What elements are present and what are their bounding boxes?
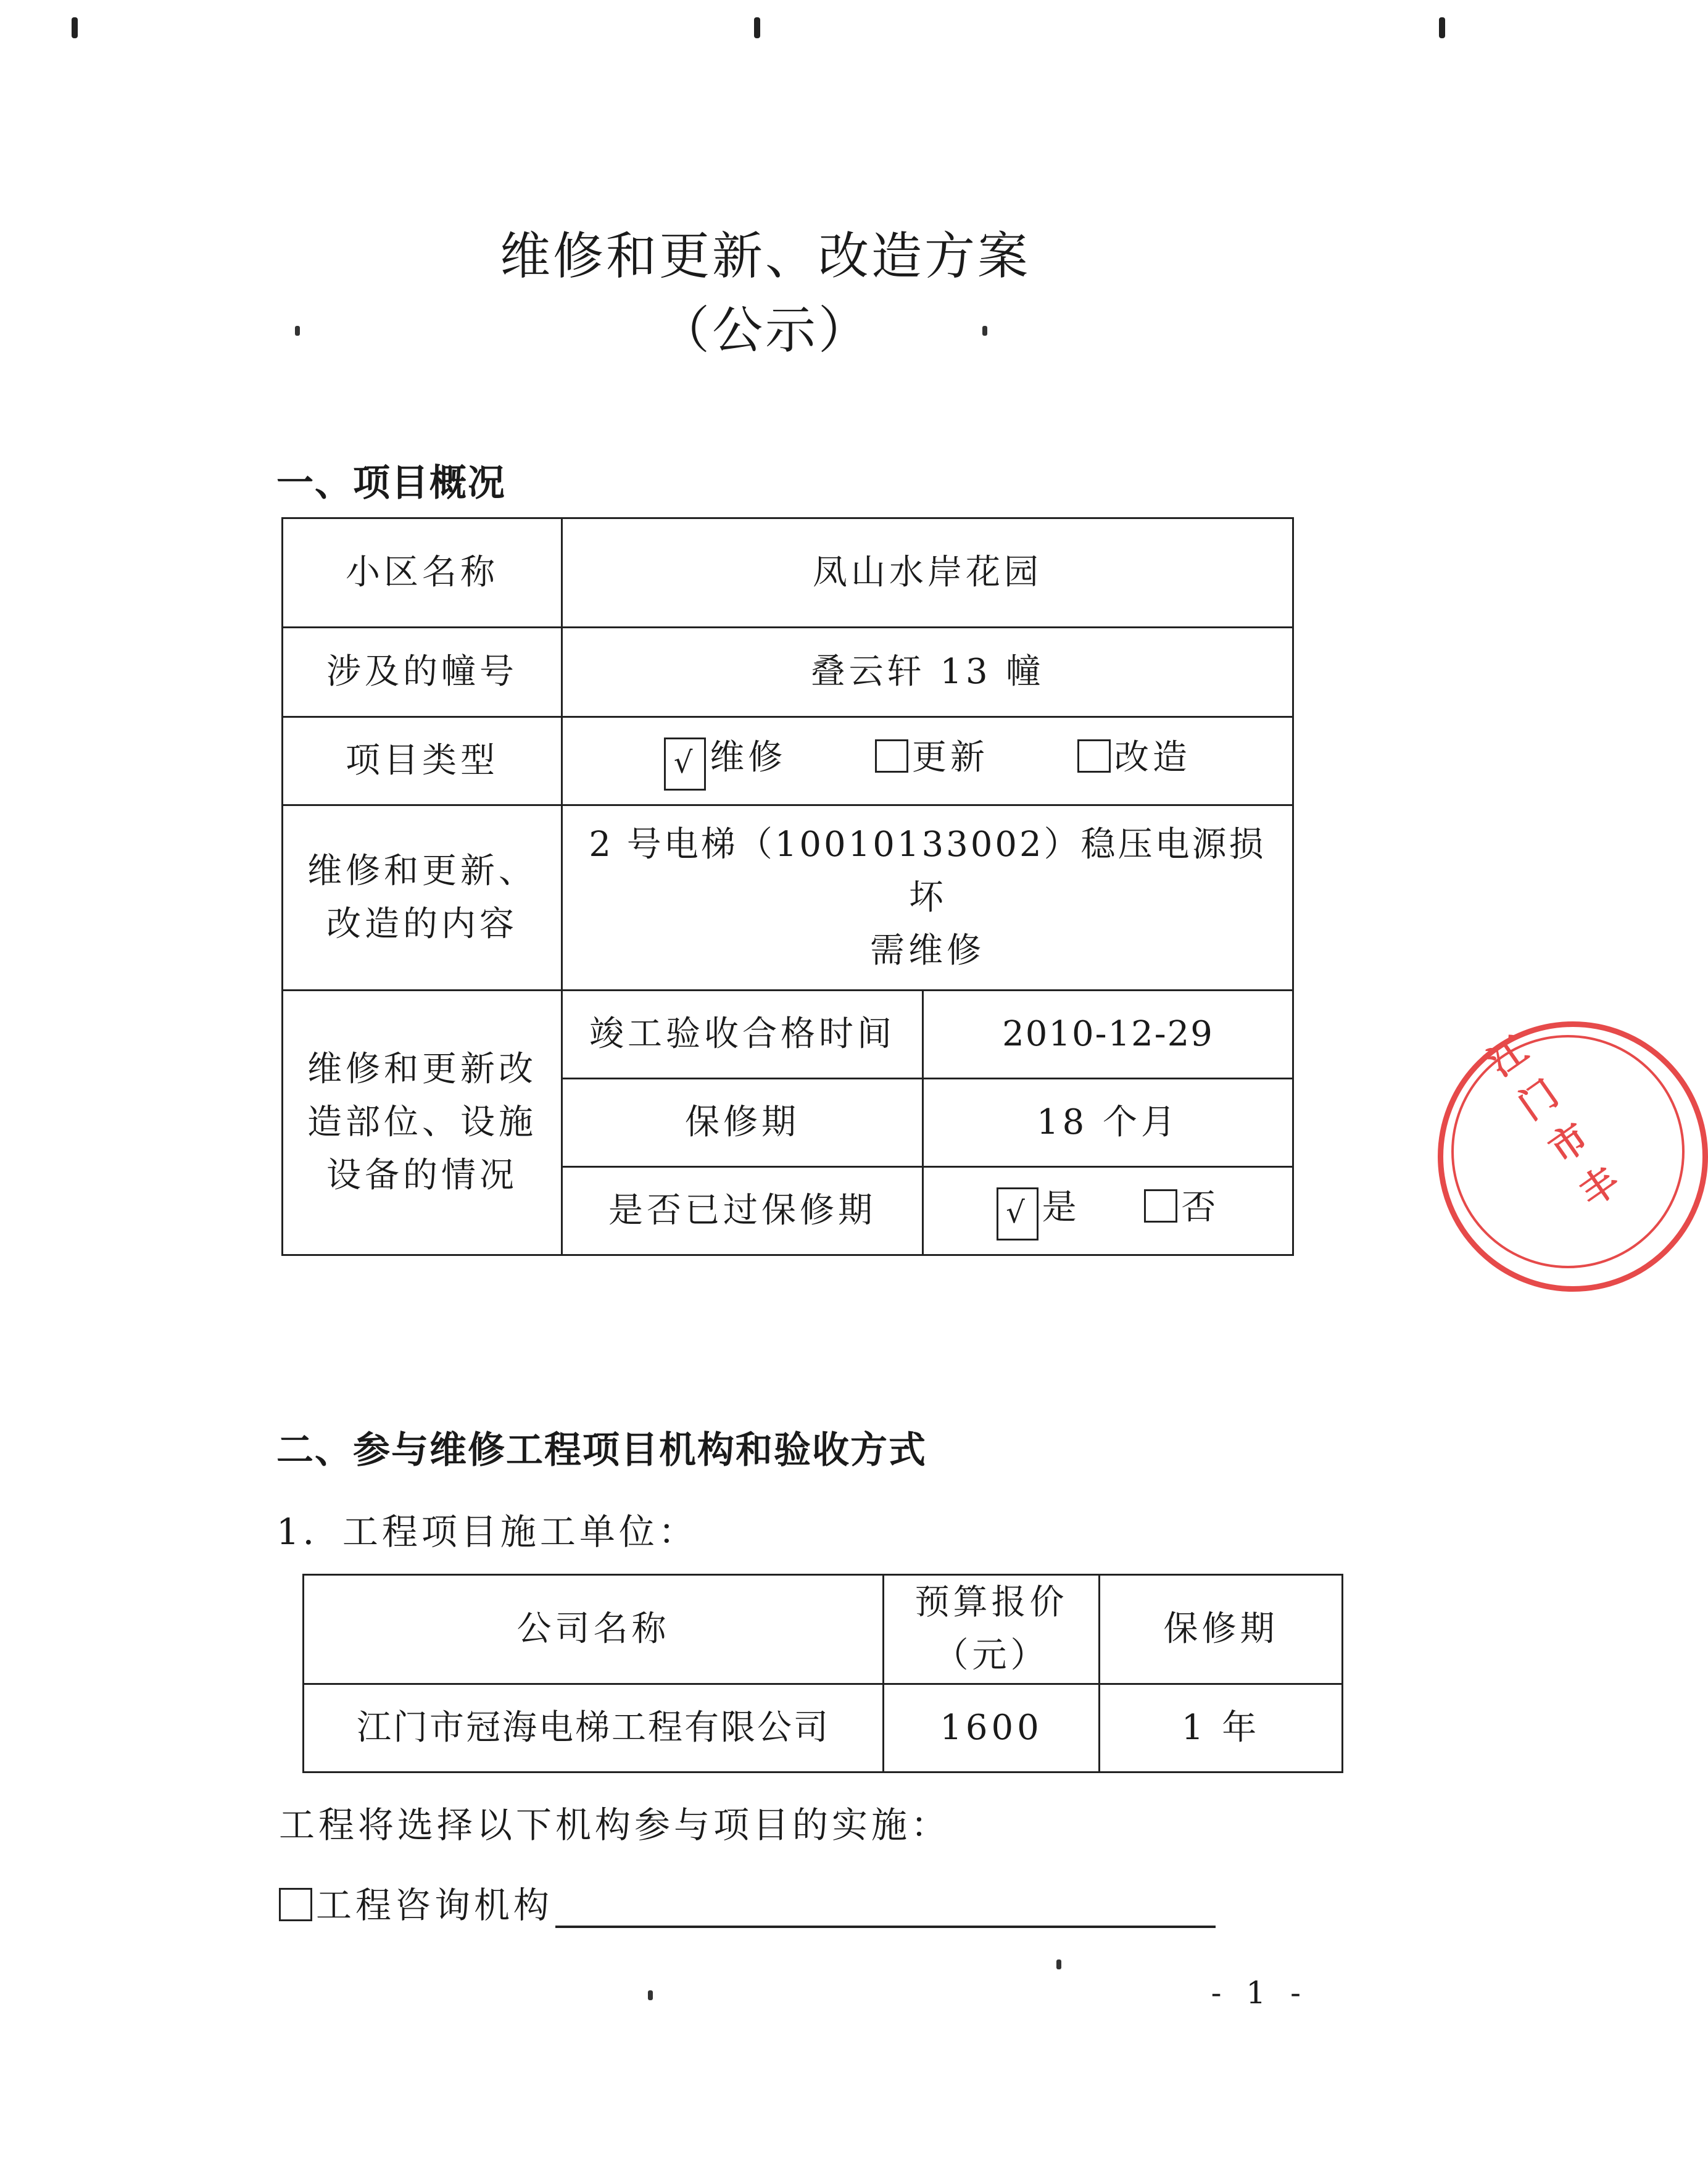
checkbox-unchecked[interactable]	[1077, 739, 1111, 773]
project-type-options	[562, 717, 1293, 805]
facility-label-line: 维修和更新改	[307, 1049, 537, 1089]
checkbox-unchecked[interactable]	[1144, 1189, 1177, 1223]
type-option-label: 更新	[912, 738, 989, 778]
type-option-update[interactable]	[875, 731, 989, 784]
doc-subtitle: （公示）	[658, 301, 871, 360]
content-label-line: 维修和更新、	[307, 850, 537, 891]
community-label: 小区名称	[283, 518, 562, 628]
facility-label-line: 设备的情况	[326, 1155, 518, 1195]
expired-option-label: 是	[1042, 1187, 1080, 1228]
section1-heading: 一、项目概况	[276, 462, 506, 505]
section2-sub1: 1．工程项目施工单位：	[276, 1511, 698, 1553]
scan-dot	[1056, 1959, 1061, 1969]
col-budget-line: 预算报价	[914, 1582, 1068, 1623]
section2-heading: 二、参与维修工程项目机构和验收方式	[276, 1429, 927, 1472]
community-value: 凤山水岸花园	[562, 518, 1293, 628]
content-label	[283, 805, 562, 991]
page-number: - 1 -	[1211, 1975, 1308, 2011]
facility-label	[283, 991, 562, 1255]
col-budget-line: （元）	[934, 1635, 1049, 1676]
type-option-label: 改造	[1114, 738, 1191, 778]
building-label: 涉及的幢号	[283, 628, 562, 717]
warranty-label: 保修期	[562, 1079, 923, 1167]
expired-label: 是否已过保修期	[562, 1167, 923, 1255]
content-label-line: 改造的内容	[326, 904, 518, 944]
checkbox-unchecked[interactable]	[875, 739, 908, 773]
scan-mark	[754, 17, 760, 38]
scan-mark	[1439, 17, 1445, 38]
acceptance-label: 竣工验收合格时间	[562, 991, 923, 1079]
row-company: 江门市冠海电梯工程有限公司	[304, 1684, 884, 1772]
checkbox-checked[interactable]: √	[997, 1187, 1038, 1240]
expired-option-label: 否	[1181, 1187, 1220, 1228]
doc-title: 维修和更新、改造方案	[499, 227, 1030, 286]
scan-mark	[72, 17, 78, 38]
facility-label-line: 造部位、设施	[307, 1102, 537, 1142]
type-option-label: 维修	[710, 738, 787, 778]
consult-blank[interactable]	[555, 1889, 1216, 1928]
expired-option-no[interactable]	[1144, 1181, 1219, 1234]
col-company: 公司名称	[304, 1575, 884, 1684]
acceptance-value: 2010-12-29	[923, 991, 1293, 1079]
company-seal-text: 江门市丰	[1480, 1028, 1627, 1216]
content-value-line: 2 号电梯（10010133002）稳压电源损坏	[589, 824, 1266, 918]
expired-options	[923, 1167, 1293, 1255]
type-option-repair[interactable]	[664, 731, 786, 791]
contractor-table	[302, 1574, 1343, 1773]
consult-line	[279, 1876, 1216, 1928]
type-option-renovate[interactable]	[1077, 731, 1191, 784]
consult-label: 工程咨询机构	[316, 1884, 553, 1926]
expired-option-yes[interactable]	[997, 1181, 1080, 1240]
col-warranty: 保修期	[1100, 1575, 1343, 1684]
col-budget	[884, 1575, 1100, 1684]
warranty-value: 18 个月	[923, 1079, 1293, 1167]
content-value	[562, 805, 1293, 991]
building-value: 叠云轩 13 幢	[562, 628, 1293, 717]
content-value-line: 需维修	[870, 930, 985, 971]
checkbox-checked[interactable]: √	[664, 738, 706, 791]
scan-dot	[648, 1990, 653, 2000]
row-warranty: 1 年	[1100, 1684, 1343, 1772]
project-overview-table	[281, 517, 1294, 1256]
row-budget: 1600	[884, 1684, 1100, 1772]
project-type-label: 项目类型	[283, 717, 562, 805]
consult-checkbox[interactable]	[279, 1888, 312, 1921]
select-text: 工程将选择以下机构参与项目的实施：	[279, 1804, 951, 1846]
